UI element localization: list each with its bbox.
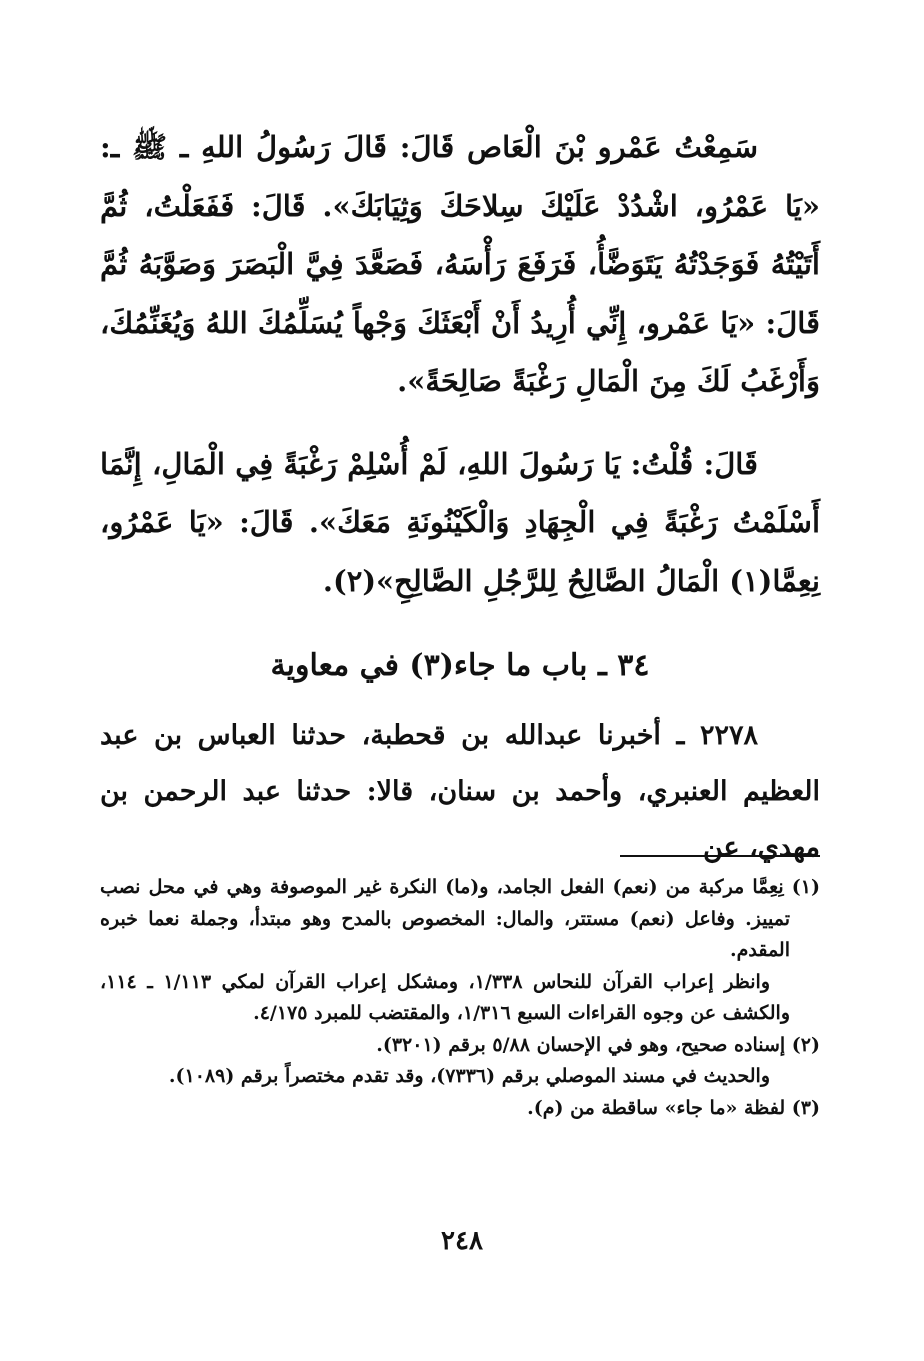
hadith-paragraph: ٢٢٧٨ ـ أخبرنا عبدالله بن قحطبة، حدثنا العباس بن عبد العظيم العنبري، وأحمد بن سنان، قالا: حدثنا عبد الرحمن بن مهدي، عن (100, 720, 820, 863)
footnote-separator (620, 855, 820, 857)
paragraph-2: قَالَ: قُلْتُ: يَا رَسُولَ اللهِ، لَمْ أُسْلِمْ رَغْبَةً فِي الْمَالِ، إِنَّمَا أَسْلَمْتُ رَغْبَةً فِي الْجِهَادِ وَالْكَيْنُونَةِ مَعَكَ». قَالَ: «يَا عَمْرُو، نِعِمَّا(١) الْمَالُ الصَّالِحُ لِلرَّجُلِ الصَّالِحِ»(٢). (100, 446, 820, 598)
footnote-2-continuation: والحديث في مسند الموصلي برقم (٧٣٣٦)، وقد تقدم مختصراً برقم (١٠٨٩). (168, 1065, 770, 1087)
hadith-text (100, 708, 820, 876)
footnote-1: (١) نِعِمَّا مركبة من (نعم) الفعل الجامد، و(ما) النكرة غير الموصوفة وهي في محل نصب تمييز. وفاعل (نعم) مستتر، والمال: المخصوص بالمدح وهو مبتدأ، وجملة نعما خبره المقدم. (100, 876, 820, 961)
chapter-heading: ٣٤ ـ باب ما جاء(٣) في معاوية (270, 648, 650, 683)
main-text (100, 118, 820, 610)
footnote-1-continuation: وانظر إعراب القرآن للنحاس ١/٣٣٨، ومشكل إعراب القرآن لمكي ١/١١٣ ـ ١١٤، والكشف عن وجوه القراءات السبع ١/٣١٦، والمقتضب للمبرد ٤/١٧٥. (100, 970, 790, 1024)
footnote-3: (٣) لفظة «ما جاء» ساقطة من (م). (527, 1096, 820, 1119)
page-number: ٢٤٨ (441, 1226, 483, 1256)
footnotes (100, 872, 820, 1124)
footnote-2: (٢) إسناده صحيح، وهو في الإحسان ٥/٨٨ برقم (٣٢٠١). (376, 1033, 820, 1056)
paragraph-1: سَمِعْتُ عَمْرو بْنَ الْعَاص قَالَ: قَالَ رَسُولُ اللهِ ـ ﷺ ـ: «يَا عَمْرُو، اشْدُدْ عَلَيْكَ سِلاحَكَ وَثِيَابَكَ». قَالَ: فَفَعَلْتُ، ثُمَّ أَتَيْتُهُ فَوَجَدْتُهُ يَتَوَضَّأُ، فَرَفَعَ رَأْسَهُ، فَصَعَّدَ فِيَّ الْبَصَرَ وَصَوَّبَهُ ثُمَّ قَالَ: «يَا عَمْرو، إِنِّي أُرِيدُ أَنْ أَبْعَثَكَ وَجْهاً يُسَلِّمُكَ اللهُ وَيُغَنِّمُكَ، وَأَرْغَبُ لَكَ مِنَ الْمَالِ رَغْبَةً صَالِحَةً». (100, 130, 820, 398)
